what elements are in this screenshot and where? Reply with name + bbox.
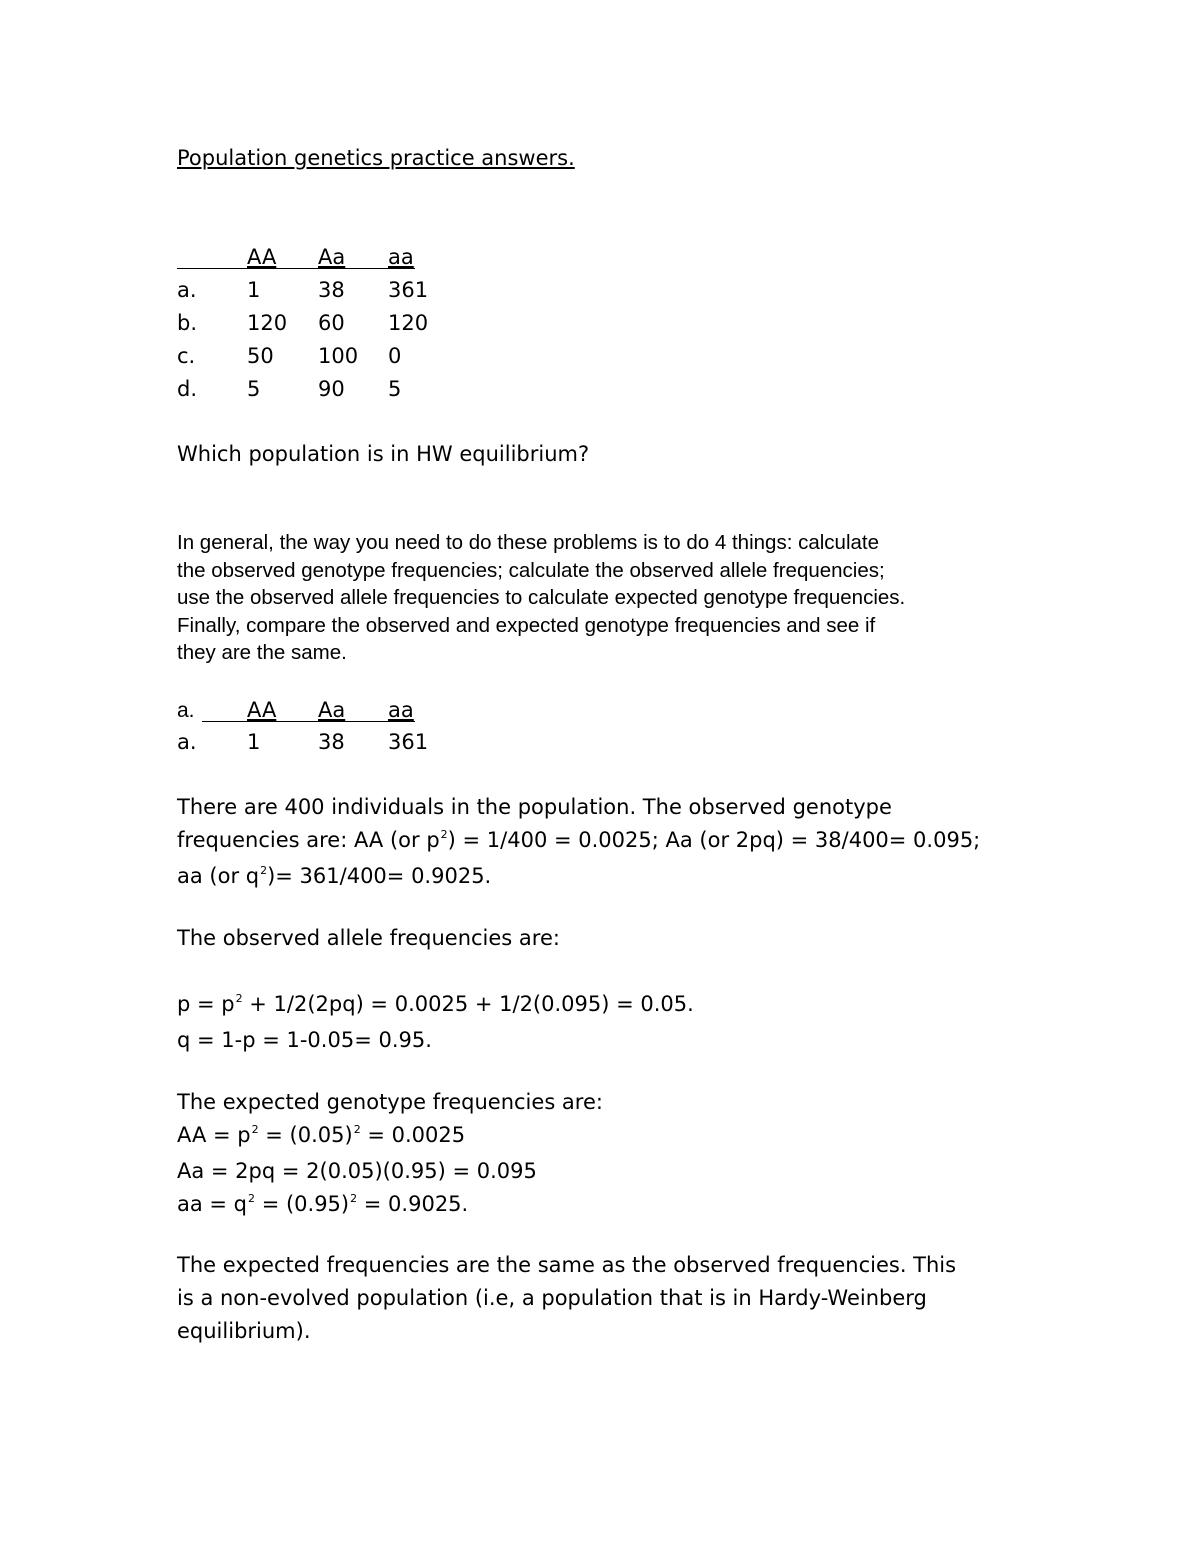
- cell-AA: 50: [247, 344, 274, 368]
- observed-line: [177, 860, 980, 896]
- observed-line: [177, 824, 980, 860]
- header-aa: aa: [388, 245, 414, 269]
- cell-Aa: 100: [318, 344, 359, 368]
- observed-line: There are 400 individuals in the population. The observed genotype: [177, 795, 892, 819]
- row-label: a.: [177, 278, 197, 302]
- allele-heading: The observed allele frequencies are:: [177, 926, 560, 950]
- row-label: d.: [177, 377, 198, 401]
- conclusion-line: equilibrium).: [177, 1319, 311, 1343]
- observed-paragraph: [177, 791, 980, 896]
- cell-Aa: 38: [318, 730, 345, 754]
- cell-AA: 5: [247, 377, 261, 401]
- conclusion-line: is a non-evolved population (i.e, a population that is in Hardy-Weinberg: [177, 1286, 927, 1310]
- Aa-equation: Aa = 2pq = 2(0.05)(0.95) = 0.095: [177, 1159, 537, 1183]
- superscript: 2: [350, 1192, 358, 1205]
- text-fragment: )= 361/400= 0.9025.: [267, 864, 492, 888]
- paragraph-line: use the observed allele frequencies to calculate expected genotype frequencies.: [177, 586, 906, 609]
- header-aa: aa: [388, 698, 414, 722]
- cell-aa: 0: [388, 344, 402, 368]
- header-AA: AA: [247, 698, 277, 722]
- table-header-row: [177, 241, 577, 274]
- paragraph-line: In general, the way you need to do these problems is to do 4 things: calculate: [177, 531, 879, 554]
- example-header-rule: [202, 721, 415, 722]
- cell-aa: 361: [388, 278, 429, 302]
- text-fragment: aa = q: [177, 1192, 248, 1216]
- cell-AA: 120: [247, 311, 288, 335]
- cell-aa: 361: [388, 730, 429, 754]
- text-fragment: = 0.0025: [360, 1123, 466, 1147]
- table-row: [177, 340, 577, 373]
- table-row: [177, 726, 577, 759]
- superscript: 2: [260, 864, 268, 877]
- row-label: a.: [177, 730, 197, 754]
- superscript: 2: [235, 992, 243, 1005]
- conclusion-paragraph: [177, 1249, 956, 1348]
- table-row: [177, 373, 577, 406]
- question: Which population is in HW equilibrium?: [177, 442, 590, 466]
- paragraph-line: they are the same.: [177, 641, 347, 664]
- row-label: b.: [177, 311, 198, 335]
- header-AA: AA: [247, 245, 277, 269]
- expected-block: [177, 1086, 603, 1224]
- example-prefix: a.: [177, 699, 195, 722]
- text-fragment: p = p: [177, 992, 235, 1016]
- table-row: [177, 307, 577, 340]
- aa-equation: [177, 1188, 603, 1224]
- allele-equations: [177, 988, 694, 1057]
- conclusion-line: The expected frequencies are the same as the observed frequencies. This: [177, 1253, 957, 1277]
- paragraph-line: Finally, compare the observed and expected genotype frequencies and see if: [177, 613, 876, 637]
- text-fragment: + 1/2(2pq) = 0.0025 + 1/2(0.095) = 0.05.: [242, 992, 694, 1016]
- text-fragment: ) = 1/400 = 0.0025; Aa (or 2pq) = 38/400= 0.095;: [447, 828, 981, 852]
- cell-AA: 1: [247, 278, 261, 302]
- example-header-row: [177, 694, 577, 727]
- cell-Aa: 60: [318, 311, 345, 335]
- cell-aa: 5: [388, 377, 402, 401]
- page-title: Population genetics practice answers.: [177, 146, 575, 170]
- superscript: 2: [251, 1123, 259, 1136]
- general-paragraph: [177, 529, 1037, 667]
- text-fragment: frequencies are: AA (or p: [177, 828, 440, 852]
- table-row: [177, 274, 577, 307]
- text-fragment: = (0.05): [258, 1123, 353, 1147]
- cell-AA: 1: [247, 730, 261, 754]
- cell-aa: 120: [388, 311, 429, 335]
- superscript: 2: [248, 1192, 256, 1205]
- text-fragment: = 0.9025.: [357, 1192, 469, 1216]
- cell-Aa: 38: [318, 278, 345, 302]
- superscript: 2: [440, 828, 448, 841]
- expected-heading: The expected genotype frequencies are:: [177, 1090, 603, 1114]
- text-fragment: AA = p: [177, 1123, 251, 1147]
- row-label: c.: [177, 344, 196, 368]
- paragraph-line: the observed genotype frequencies; calculate the observed allele frequencies;: [177, 558, 885, 582]
- q-equation: q = 1-p = 1-0.05= 0.95.: [177, 1028, 432, 1052]
- text-fragment: = (0.95): [255, 1192, 350, 1216]
- cell-Aa: 90: [318, 377, 345, 401]
- superscript: 2: [353, 1123, 361, 1136]
- header-Aa: Aa: [318, 245, 346, 269]
- p-equation: [177, 988, 694, 1024]
- AA-equation: [177, 1119, 603, 1155]
- header-Aa: Aa: [318, 698, 346, 722]
- text-fragment: aa (or q: [177, 864, 260, 888]
